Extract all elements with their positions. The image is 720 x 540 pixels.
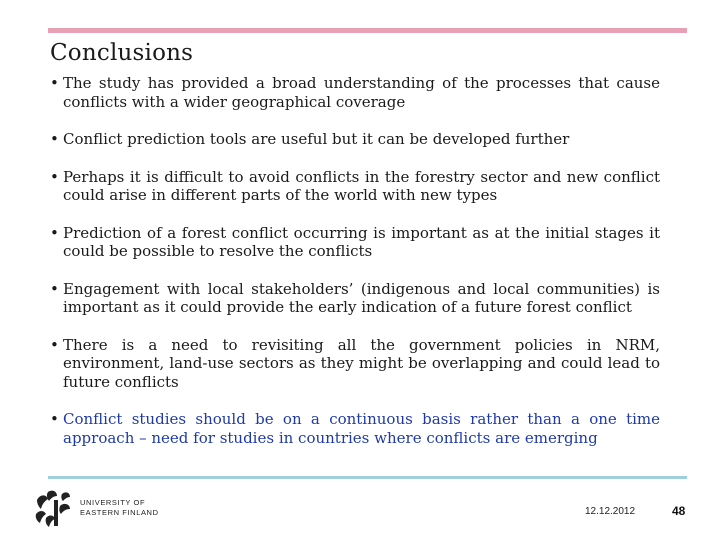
uef-logo-icon bbox=[34, 488, 76, 528]
bullet-text: There is a need to revisiting all the government policies in NRM, environment, land-use sectors as they might be overlapping and could lead to future conflicts bbox=[63, 335, 660, 391]
bottom-divider bbox=[48, 476, 687, 479]
top-divider bbox=[48, 28, 687, 33]
bullet-text: Conflict studies should be on a continuous basis rather than a one time approach – need for studies in countries where conflicts are emerging bbox=[63, 410, 660, 447]
bullet-item bbox=[50, 224, 660, 261]
bullet-item bbox=[50, 74, 660, 111]
bullet-marker: • bbox=[50, 223, 59, 242]
bullet-item bbox=[50, 280, 660, 317]
bullet-marker: • bbox=[50, 167, 59, 186]
bullet-text: Prediction of a forest conflict occurring is important as at the initial stages it could be possible to resolve the conflicts bbox=[63, 223, 660, 260]
bullet-marker: • bbox=[50, 130, 59, 148]
university-logo bbox=[34, 488, 174, 530]
bullet-marker: • bbox=[50, 335, 59, 354]
bullet-marker: • bbox=[50, 74, 59, 92]
logo-line-2: EASTERN FINLAND bbox=[80, 508, 159, 517]
bullet-text: Perhaps it is difficult to avoid conflicts in the forestry sector and new conflict could arise in different parts of the world with new types bbox=[63, 167, 660, 204]
bullet-item bbox=[50, 130, 660, 149]
bullet-text: Conflict prediction tools are useful but it can be developed further bbox=[63, 130, 570, 148]
bullet-item bbox=[50, 336, 660, 392]
bullet-text: Engagement with local stakeholders’ (indigenous and local communities) is important as it could provide the early indication of a future forest conflict bbox=[63, 279, 660, 316]
slide-title: Conclusions bbox=[50, 40, 194, 66]
bullet-marker: • bbox=[50, 410, 59, 428]
logo-wordmark bbox=[80, 498, 159, 518]
logo-line-1: UNIVERSITY OF bbox=[80, 498, 146, 507]
bullet-text: The study has provided a broad understanding of the processes that cause conflicts with a wider geographical coverage bbox=[63, 74, 660, 111]
page-number: 48 bbox=[672, 504, 686, 518]
slide-date: 12.12.2012 bbox=[585, 506, 636, 517]
bullet-list bbox=[50, 74, 660, 466]
bullet-item-highlighted bbox=[50, 410, 660, 447]
bullet-marker: • bbox=[50, 279, 59, 298]
bullet-item bbox=[50, 168, 660, 205]
